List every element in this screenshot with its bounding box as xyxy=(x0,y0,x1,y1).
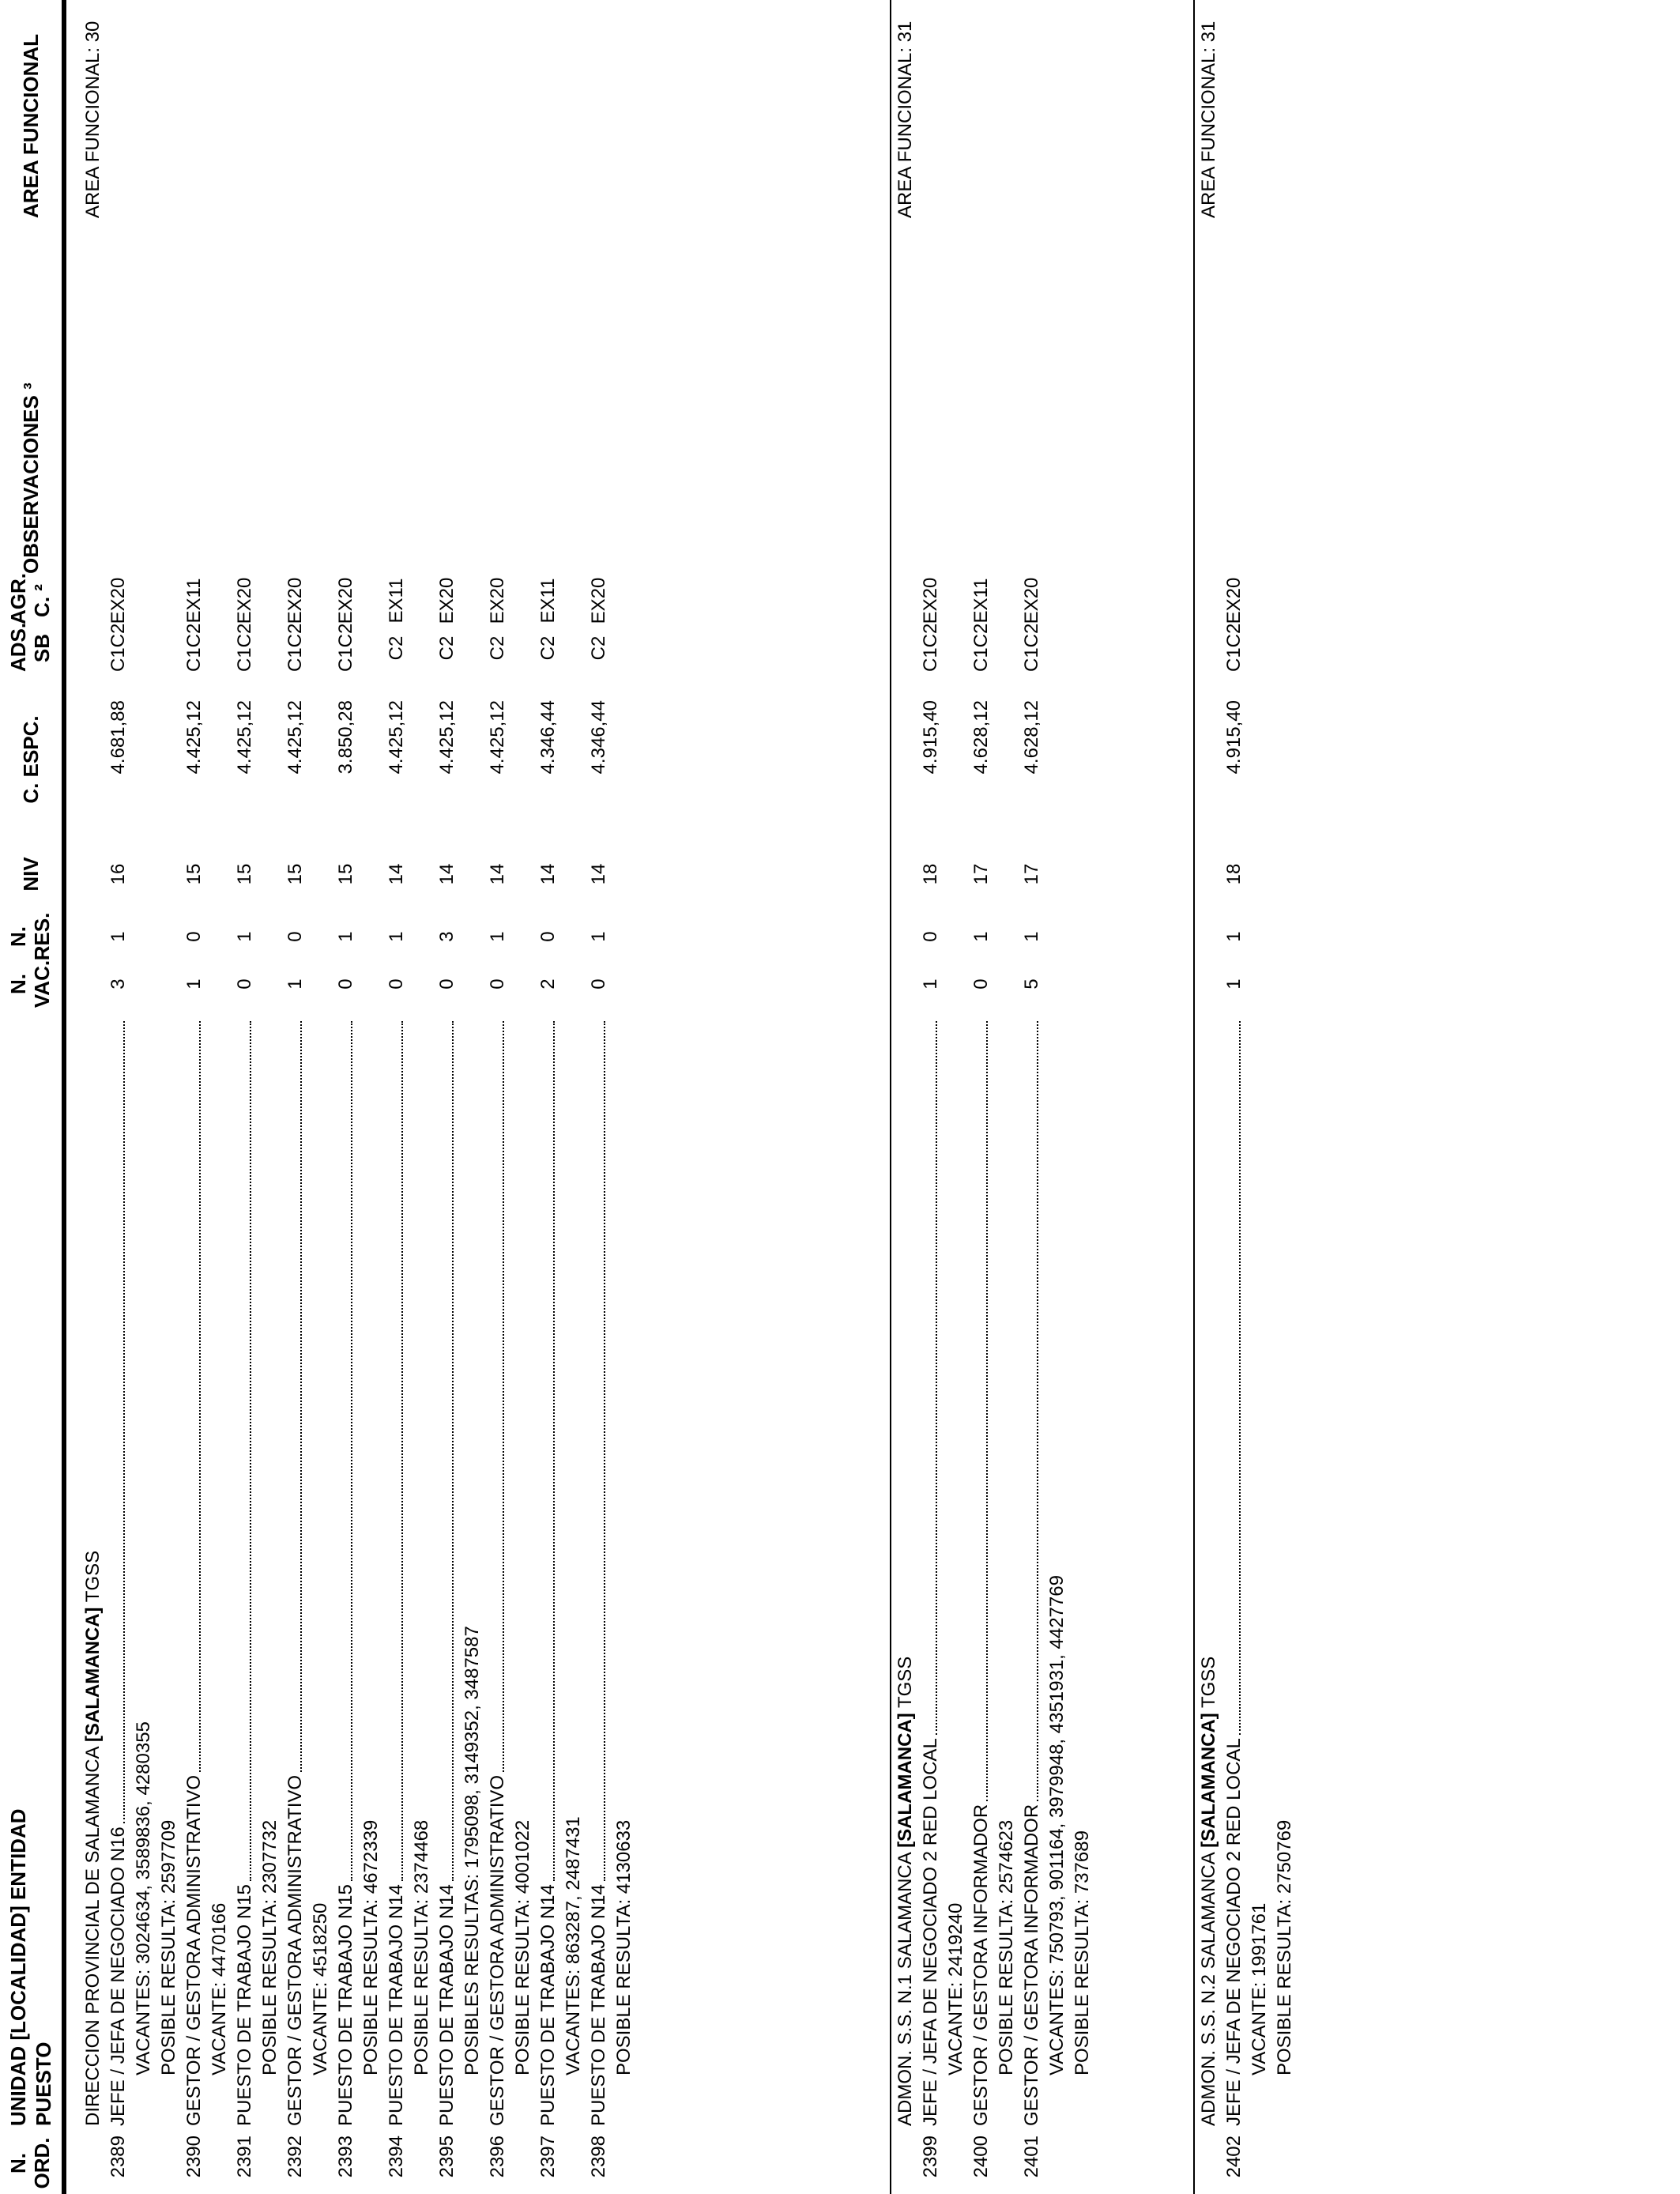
unit-heading xyxy=(81,0,106,2194)
row-nivel: 15 xyxy=(284,863,306,885)
row-vacantes: 5 xyxy=(1021,978,1042,990)
detail-text: POSIBLE RESULTA: 4001022 xyxy=(512,1819,533,2075)
dot-leader xyxy=(300,1021,302,1772)
row-puesto: GESTOR / GESTORA ADMINISTRATIVO xyxy=(487,1774,508,2126)
area-funcional: AREA FUNCIONAL: 31 xyxy=(1198,21,1219,218)
row-adscripcion: C1C2 xyxy=(970,623,992,672)
row-order: 2393 xyxy=(335,2136,356,2178)
row-puesto: GESTOR / GESTORA INFORMADOR xyxy=(1021,1804,1042,2126)
row-puesto: PUESTO DE TRABAJO N14 xyxy=(588,1884,609,2126)
unit-localidad: [SALAMANCA] xyxy=(895,1713,916,1848)
row-vacantes: 0 xyxy=(588,978,609,990)
row-complemento: 4.346,44 xyxy=(537,700,559,775)
row-vacantes: 0 xyxy=(436,978,458,990)
row-nivel: 15 xyxy=(234,863,255,885)
block-separator xyxy=(890,0,891,2194)
table-row xyxy=(1222,0,1247,2194)
row-complemento: 4.425,12 xyxy=(487,700,508,775)
row-order: 2394 xyxy=(386,2136,407,2178)
header-ads-sb: ADS. SB xyxy=(6,622,54,672)
row-reservas: 1 xyxy=(234,931,255,942)
row-complemento: 4.425,12 xyxy=(183,700,205,775)
row-order: 2402 xyxy=(1223,2136,1245,2178)
row-order: 2399 xyxy=(920,2136,941,2178)
dot-leader xyxy=(199,1021,201,1772)
unit-heading xyxy=(1196,0,1222,2194)
row-detail xyxy=(561,1008,586,2194)
dot-leader xyxy=(123,1021,125,1823)
row-adscripcion: C2 xyxy=(588,635,609,661)
row-adscripcion: C1C2 xyxy=(234,623,255,672)
row-detail xyxy=(994,1008,1019,2194)
row-complemento: 4.628,12 xyxy=(1021,700,1042,775)
row-reservas: 1 xyxy=(487,931,508,942)
unit-entidad: TGSS xyxy=(1198,1656,1219,1713)
header-unidad: UNIDAD [LOCALIDAD] ENTIDAD xyxy=(6,1808,30,2126)
header-c-espc: C. ESPC. xyxy=(19,715,43,804)
row-puesto: PUESTO DE TRABAJO N14 xyxy=(436,1884,458,2126)
unit-name xyxy=(893,1657,918,2126)
row-order: 2396 xyxy=(487,2136,508,2178)
row-adscripcion: C2 xyxy=(436,635,458,661)
row-detail xyxy=(944,1008,969,2194)
row-adscripcion: C2 xyxy=(537,635,559,661)
row-reservas: 1 xyxy=(335,931,356,942)
row-puesto: JEFE / JEFA DE NEGOCIADO 2 RED LOCAL xyxy=(920,1738,941,2126)
row-agrupacion: EX20 xyxy=(436,577,458,624)
row-complemento: 4.628,12 xyxy=(970,700,992,775)
row-nivel: 18 xyxy=(1223,863,1245,885)
row-puesto: GESTOR / GESTORA ADMINISTRATIVO xyxy=(284,1774,306,2126)
unit-localidad: [SALAMANCA] xyxy=(82,1607,104,1743)
header-n-ord: N. ORD. xyxy=(6,2137,54,2189)
row-complemento: 4.681,88 xyxy=(107,700,129,775)
row-detail xyxy=(1070,1008,1095,2194)
row-puesto: GESTOR / GESTORA ADMINISTRATIVO xyxy=(183,1774,205,2126)
row-vacantes: 0 xyxy=(970,978,992,990)
row-puesto: JEFE / JEFA DE NEGOCIADO 2 RED LOCAL xyxy=(1223,1738,1245,2126)
row-vacantes: 1 xyxy=(920,978,941,990)
row-vacantes: 3 xyxy=(107,978,129,990)
unit-name xyxy=(81,1551,106,2126)
row-complemento: 4.425,12 xyxy=(284,700,306,775)
row-order: 2392 xyxy=(284,2136,306,2178)
row-order: 2395 xyxy=(436,2136,458,2178)
row-agrupacion: EX11 xyxy=(386,578,407,624)
detail-text: VACANTES: 750793, 901164, 3979948, 4351931, 4427769 xyxy=(1046,1575,1068,2075)
row-detail xyxy=(131,1008,156,2194)
row-order: 2401 xyxy=(1021,2136,1042,2178)
row-vacantes: 0 xyxy=(487,978,508,990)
row-reservas: 1 xyxy=(1223,931,1245,942)
unit-entidad: TGSS xyxy=(895,1656,916,1713)
dot-leader xyxy=(250,1021,251,1881)
table-row xyxy=(384,0,409,2194)
row-detail xyxy=(460,1008,485,2194)
table-row xyxy=(918,0,944,2194)
row-detail xyxy=(308,1008,333,2194)
table-row xyxy=(283,0,308,2194)
dot-leader xyxy=(1037,1021,1038,1801)
table-row xyxy=(232,0,258,2194)
row-nivel: 14 xyxy=(588,863,609,885)
unit-entidad: TGSS xyxy=(82,1550,104,1608)
row-puesto: PUESTO DE TRABAJO N15 xyxy=(335,1884,356,2126)
row-puesto: PUESTO DE TRABAJO N14 xyxy=(386,1884,407,2126)
dot-leader xyxy=(503,1021,504,1772)
row-vacantes: 2 xyxy=(537,978,559,990)
dot-leader xyxy=(452,1021,454,1881)
row-detail xyxy=(409,1008,435,2194)
row-nivel: 17 xyxy=(970,863,992,885)
row-agrupacion: EX20 xyxy=(1223,577,1245,624)
header-n-res: N. RES. xyxy=(6,912,54,961)
row-nivel: 14 xyxy=(537,863,559,885)
row-reservas: 0 xyxy=(537,931,559,942)
row-vacantes: 0 xyxy=(335,978,356,990)
table-row xyxy=(969,0,994,2194)
row-detail xyxy=(612,1008,637,2194)
row-puesto: PUESTO DE TRABAJO N15 xyxy=(234,1884,255,2126)
row-puesto: PUESTO DE TRABAJO N14 xyxy=(537,1884,559,2126)
detail-text: POSIBLES RESULTAS: 1795098, 3149352, 3487587 xyxy=(461,1626,483,2075)
table-header xyxy=(0,0,62,2194)
row-detail xyxy=(1247,1008,1272,2194)
table-row xyxy=(1019,0,1045,2194)
unit-prefix: DIRECCION PROVINCIAL DE SALAMANCA xyxy=(82,1742,104,2126)
table-row xyxy=(485,0,510,2194)
detail-text: VACANTE: 4470166 xyxy=(209,1902,230,2075)
detail-text: POSIBLE RESULTA: 2374468 xyxy=(411,1819,432,2075)
dot-leader xyxy=(553,1021,555,1881)
row-nivel: 18 xyxy=(920,863,941,885)
row-agrupacion: EX11 xyxy=(970,578,992,624)
table-row xyxy=(333,0,359,2194)
row-reservas: 0 xyxy=(183,931,205,942)
row-detail xyxy=(359,1008,384,2194)
area-funcional: AREA FUNCIONAL: 30 xyxy=(82,21,104,218)
row-reservas: 0 xyxy=(920,931,941,942)
row-agrupacion: EX20 xyxy=(1021,577,1042,624)
dot-leader xyxy=(936,1021,937,1735)
detail-text: POSIBLE RESULTA: 4130633 xyxy=(613,1819,635,2075)
dot-leader xyxy=(986,1021,988,1801)
row-order: 2391 xyxy=(234,2136,255,2178)
row-order: 2397 xyxy=(537,2136,559,2178)
detail-text: VACANTE: 4518250 xyxy=(310,1902,331,2075)
row-nivel: 14 xyxy=(386,863,407,885)
detail-text: VACANTE: 1991761 xyxy=(1249,1902,1270,2075)
row-adscripcion: C1C2 xyxy=(1223,623,1245,672)
header-area-funcional: AREA FUNCIONAL xyxy=(19,33,43,218)
row-adscripcion: C2 xyxy=(487,635,508,661)
area-funcional: AREA FUNCIONAL: 31 xyxy=(895,21,916,218)
row-adscripcion: C1C2 xyxy=(920,623,941,672)
detail-text: POSIBLE RESULTA: 4672339 xyxy=(360,1819,382,2075)
unit-prefix: ADMON. S.S. N.1 SALAMANCA xyxy=(895,1847,916,2126)
row-vacantes: 0 xyxy=(386,978,407,990)
unit-name xyxy=(1196,1657,1222,2126)
table-row xyxy=(435,0,460,2194)
row-agrupacion: EX20 xyxy=(284,577,306,624)
row-detail xyxy=(1272,1008,1298,2194)
row-puesto: GESTOR / GESTORA INFORMADOR xyxy=(970,1804,992,2126)
table-row xyxy=(536,0,561,2194)
row-complemento: 4.425,12 xyxy=(386,700,407,775)
row-complemento: 4.425,12 xyxy=(436,700,458,775)
dot-leader xyxy=(401,1021,403,1881)
unit-prefix: ADMON. S.S. N.2 SALAMANCA xyxy=(1198,1847,1219,2126)
row-detail xyxy=(207,1008,232,2194)
unit-localidad: [SALAMANCA] xyxy=(1198,1713,1219,1848)
row-reservas: 1 xyxy=(970,931,992,942)
row-detail xyxy=(1045,1008,1070,2194)
row-complemento: 4.346,44 xyxy=(588,700,609,775)
detail-text: POSIBLE RESULTA: 2597709 xyxy=(158,1819,179,2075)
header-niv: NIV xyxy=(19,857,43,892)
row-vacantes: 1 xyxy=(1223,978,1245,990)
row-complemento: 4.915,40 xyxy=(920,700,941,775)
row-nivel: 15 xyxy=(335,863,356,885)
header-rule xyxy=(62,0,66,2194)
detail-text: VACANTES: 3024634, 3589836, 4280355 xyxy=(133,1721,154,2075)
row-nivel: 16 xyxy=(107,863,129,885)
header-n-vac: N. VAC. xyxy=(6,959,54,1008)
row-adscripcion: C1C2 xyxy=(335,623,356,672)
header-observaciones: OBSERVACIONES ³ xyxy=(19,383,43,574)
row-detail xyxy=(156,1008,182,2194)
row-complemento: 4.425,12 xyxy=(234,700,255,775)
detail-text: VACANTE: 2419240 xyxy=(945,1902,966,2075)
row-reservas: 3 xyxy=(436,931,458,942)
row-order: 2390 xyxy=(183,2136,205,2178)
row-nivel: 14 xyxy=(436,863,458,885)
row-agrupacion: EX11 xyxy=(537,578,559,624)
row-nivel: 17 xyxy=(1021,863,1042,885)
row-complemento: 4.915,40 xyxy=(1223,700,1245,775)
row-agrupacion: EX20 xyxy=(920,577,941,624)
table-row xyxy=(586,0,612,2194)
dot-leader xyxy=(351,1021,352,1881)
row-order: 2389 xyxy=(107,2136,129,2178)
dot-leader xyxy=(1239,1021,1241,1735)
row-agrupacion: EX20 xyxy=(588,577,609,624)
row-agrupacion: EX20 xyxy=(234,577,255,624)
row-vacantes: 1 xyxy=(284,978,306,990)
row-order: 2400 xyxy=(970,2136,992,2178)
detail-text: POSIBLE RESULTA: 2750769 xyxy=(1274,1819,1295,2075)
row-reservas: 1 xyxy=(588,931,609,942)
detail-text: POSIBLE RESULTA: 2307732 xyxy=(259,1819,281,2075)
table-row xyxy=(182,0,207,2194)
row-vacantes: 0 xyxy=(234,978,255,990)
row-agrupacion: EX20 xyxy=(487,577,508,624)
header-puesto: PUESTO xyxy=(32,2041,55,2126)
row-order: 2398 xyxy=(588,2136,609,2178)
block-separator xyxy=(1193,0,1195,2194)
table-row xyxy=(106,0,131,2194)
row-nivel: 15 xyxy=(183,863,205,885)
detail-text: POSIBLE RESULTA: 2574623 xyxy=(996,1819,1017,2075)
unit-heading xyxy=(893,0,918,2194)
detail-text: POSIBLE RESULTA: 737689 xyxy=(1072,1830,1093,2075)
detail-text: VACANTES: 863287, 2487431 xyxy=(563,1816,584,2075)
row-complemento: 3.850,28 xyxy=(335,700,356,775)
row-reservas: 1 xyxy=(386,931,407,942)
row-vacantes: 1 xyxy=(183,978,205,990)
row-reservas: 1 xyxy=(107,931,129,942)
row-adscripcion: C1C2 xyxy=(183,623,205,672)
row-puesto: JEFE / JEFA DE NEGOCIADO N16 xyxy=(107,1826,129,2126)
row-detail xyxy=(510,1008,536,2194)
row-reservas: 0 xyxy=(284,931,306,942)
row-agrupacion: EX20 xyxy=(335,577,356,624)
row-adscripcion: C1C2 xyxy=(284,623,306,672)
row-adscripcion: C1C2 xyxy=(107,623,129,672)
dot-leader xyxy=(604,1021,605,1881)
row-agrupacion: EX11 xyxy=(183,578,205,624)
row-adscripcion: C2 xyxy=(386,635,407,661)
row-reservas: 1 xyxy=(1021,931,1042,942)
header-agr-c: AGR. C. ² xyxy=(6,573,54,624)
row-detail xyxy=(258,1008,283,2194)
row-adscripcion: C1C2 xyxy=(1021,623,1042,672)
row-agrupacion: EX20 xyxy=(107,577,129,624)
row-nivel: 14 xyxy=(487,863,508,885)
